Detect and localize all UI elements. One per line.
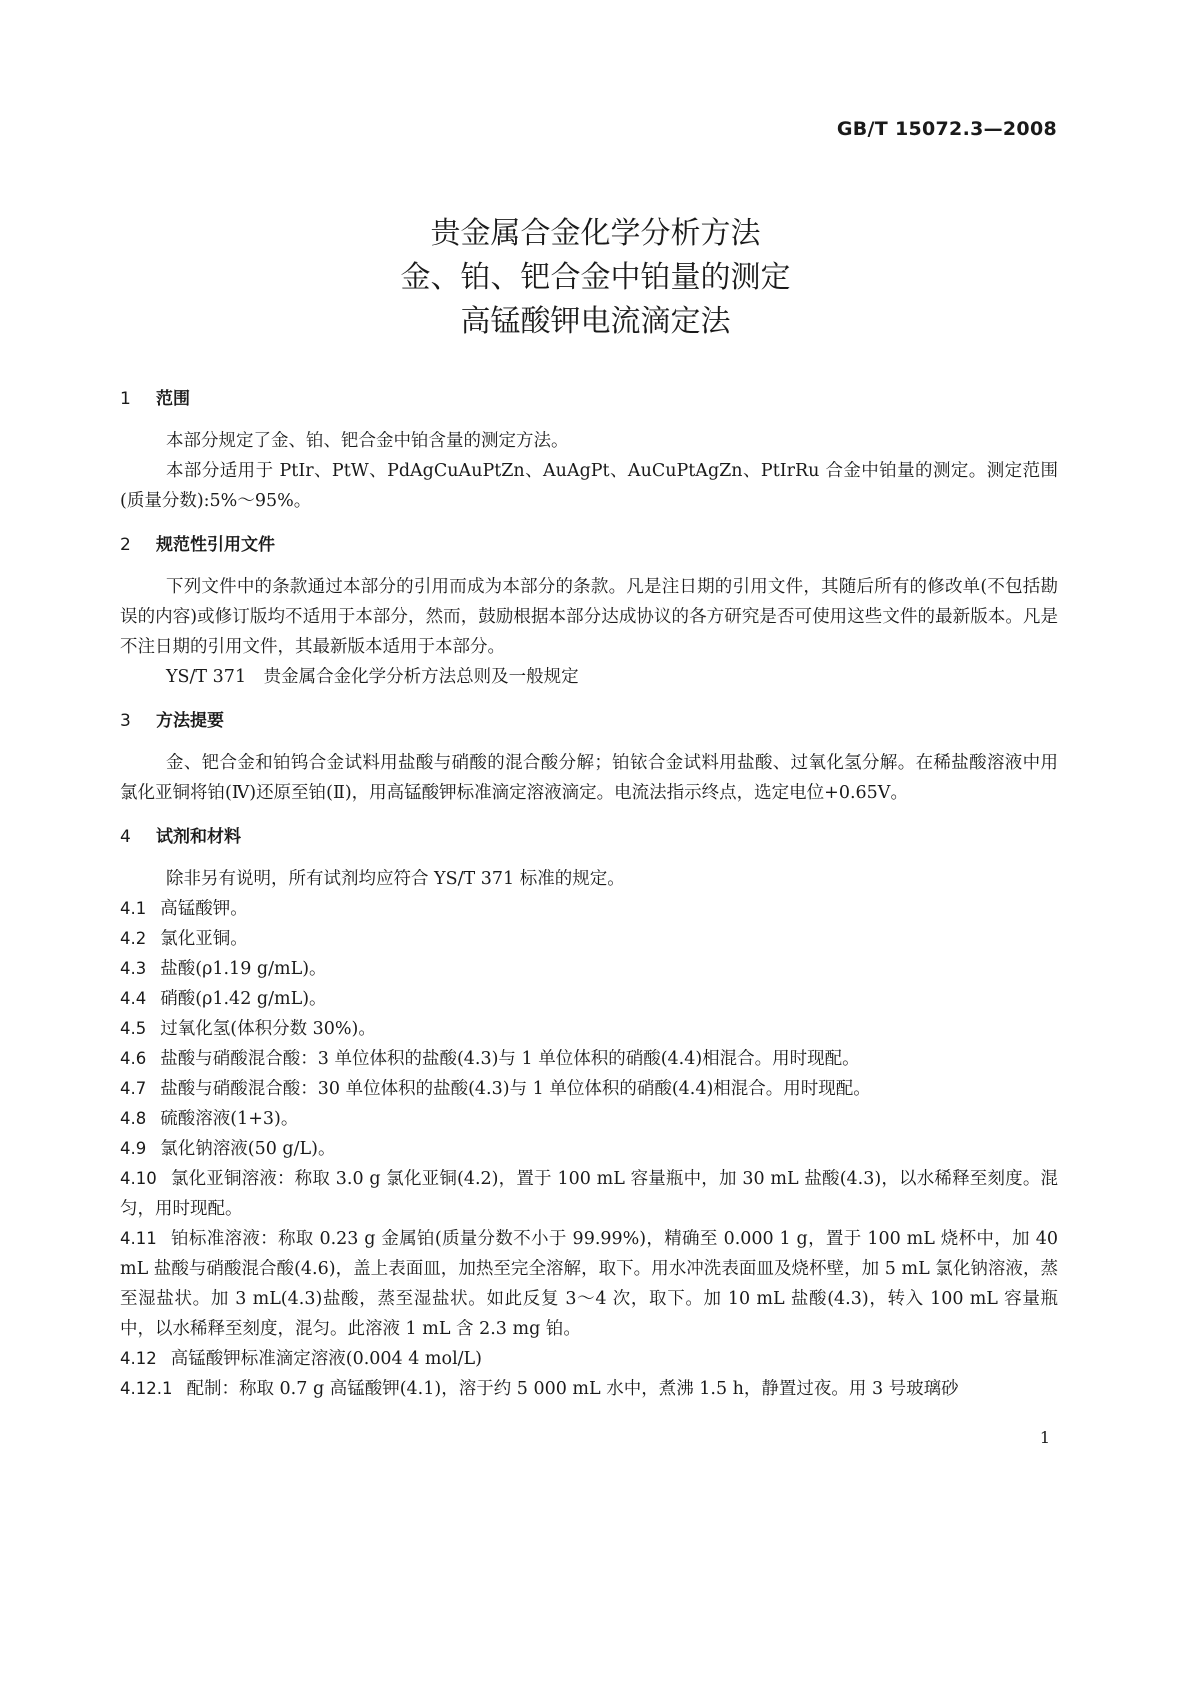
section-number: 3 — [120, 711, 131, 731]
reagent-item — [120, 894, 1058, 924]
document-body — [120, 384, 1058, 1404]
title-line-1: 贵金属合金化学分析方法 — [430, 216, 761, 251]
item-text: 盐酸与硝酸混合酸：3 单位体积的盐酸(4.3)与 1 单位体积的硝酸(4.4)相混合。用时现配。 — [160, 1049, 860, 1069]
reagent-item — [120, 984, 1058, 1014]
reagent-item — [120, 1374, 1058, 1404]
item-number: 4.1 — [120, 899, 147, 918]
section-1-paragraph-1: 本部分规定了金、铂、钯合金中铂含量的测定方法。 — [166, 431, 569, 451]
item-number: 4.7 — [120, 1079, 147, 1098]
normative-reference: YS/T 371 贵金属合金化学分析方法总则及一般规定 — [166, 667, 579, 687]
item-number: 4.2 — [120, 929, 147, 948]
item-text: 氯化亚铜。 — [160, 929, 248, 949]
item-text: 盐酸(ρ1.19 g/mL)。 — [160, 959, 327, 979]
reagent-item — [120, 954, 1058, 984]
section-number: 2 — [120, 535, 131, 555]
title-line-2: 金、铂、钯合金中铂量的测定 — [400, 260, 791, 295]
document-title — [0, 212, 1191, 344]
reagent-item — [120, 1224, 1058, 1344]
section-3-paragraph-1: 金、钯合金和铂钨合金试料用盐酸与硝酸的混合酸分解；铂铱合金试料用盐酸、过氧化氢分解。在稀盐酸溶液中用氯化亚铜将铂(Ⅳ)还原至铂(Ⅱ)，用高锰酸钾标准滴定溶液滴定。电流法指示终点，选定电位+0.65V。 — [120, 753, 1058, 803]
section-2-paragraph-1: 下列文件中的条款通过本部分的引用而成为本部分的条款。凡是注日期的引用文件，其随后所有的修改单(不包括勘误的内容)或修订版均不适用于本部分，然而，鼓励根据本部分达成协议的各方研究是否可使用这些文件的最新版本。凡是不注日期的引用文件，其最新版本适用于本部分。 — [120, 577, 1058, 657]
section-title: 试剂和材料 — [156, 827, 241, 847]
item-text: 氯化钠溶液(50 g/L)。 — [160, 1139, 336, 1159]
standard-code: GB/T 15072.3—2008 — [836, 118, 1057, 140]
reagent-item — [120, 1344, 1058, 1374]
item-number: 4.11 — [120, 1229, 157, 1248]
section-1-heading — [120, 384, 1058, 414]
section-4-heading — [120, 822, 1058, 852]
reagent-item — [120, 924, 1058, 954]
section-4-paragraph-1: 除非另有说明，所有试剂均应符合 YS/T 371 标准的规定。 — [166, 869, 625, 889]
item-text: 铂标准溶液：称取 0.23 g 金属铂(质量分数不小于 99.99%)，精确至 0.000 1 g，置于 100 mL 烧杯中，加 40 mL 盐酸与硝酸混合酸(4.6)，盖上表面皿，加热至完全溶解，取下。用水冲洗表面皿及烧杯壁，加 5 mL 氯化钠溶液，蒸至湿盐状。加 3 mL(4.3)盐酸，蒸至湿盐状。如此反复 3～4 次，取下。加 10 mL 盐酸(4.3)，转入 100 mL 容量瓶中，以水稀释至刻度，混匀。此溶液 1 mL 含 2.3 mg 铂。 — [120, 1229, 1058, 1339]
section-2-heading — [120, 530, 1058, 560]
item-number: 4.9 — [120, 1139, 147, 1158]
item-number: 4.12.1 — [120, 1379, 173, 1398]
item-number: 4.6 — [120, 1049, 147, 1068]
item-number: 4.5 — [120, 1019, 147, 1038]
item-text: 过氧化氢(体积分数 30%)。 — [160, 1019, 376, 1039]
section-title: 规范性引用文件 — [156, 535, 275, 555]
section-title: 范围 — [156, 389, 190, 409]
section-number: 1 — [120, 389, 131, 409]
title-line-3: 高锰酸钾电流滴定法 — [460, 304, 731, 339]
reagent-item — [120, 1104, 1058, 1134]
item-number: 4.3 — [120, 959, 147, 978]
reagent-item — [120, 1074, 1058, 1104]
section-title: 方法提要 — [156, 711, 224, 731]
item-text: 配制：称取 0.7 g 高锰酸钾(4.1)，溶于约 5 000 mL 水中，煮沸 1.5 h，静置过夜。用 3 号玻璃砂 — [186, 1379, 959, 1399]
item-number: 4.12 — [120, 1349, 157, 1368]
item-text: 硝酸(ρ1.42 g/mL)。 — [160, 989, 327, 1009]
section-3-heading — [120, 706, 1058, 736]
item-text: 氯化亚铜溶液：称取 3.0 g 氯化亚铜(4.2)，置于 100 mL 容量瓶中，加 30 mL 盐酸(4.3)，以水稀释至刻度。混匀，用时现配。 — [120, 1169, 1058, 1219]
section-number: 4 — [120, 827, 131, 847]
reagent-item — [120, 1044, 1058, 1074]
page-number: 1 — [1039, 1428, 1050, 1447]
item-text: 高锰酸钾。 — [160, 899, 248, 919]
reagent-item — [120, 1134, 1058, 1164]
reagent-item — [120, 1164, 1058, 1224]
item-number: 4.4 — [120, 989, 147, 1008]
section-1-paragraph-2: 本部分适用于 PtIr、PtW、PdAgCuAuPtZn、AuAgPt、AuCuPtAgZn、PtIrRu 合金中铂量的测定。测定范围(质量分数):5%～95%。 — [120, 461, 1058, 511]
item-text: 硫酸溶液(1+3)。 — [160, 1109, 299, 1129]
item-number: 4.8 — [120, 1109, 147, 1128]
item-text: 盐酸与硝酸混合酸：30 单位体积的盐酸(4.3)与 1 单位体积的硝酸(4.4)相混合。用时现配。 — [160, 1079, 871, 1099]
item-number: 4.10 — [120, 1169, 157, 1188]
item-text: 高锰酸钾标准滴定溶液(0.004 4 mol/L) — [170, 1349, 483, 1369]
reagent-item — [120, 1014, 1058, 1044]
